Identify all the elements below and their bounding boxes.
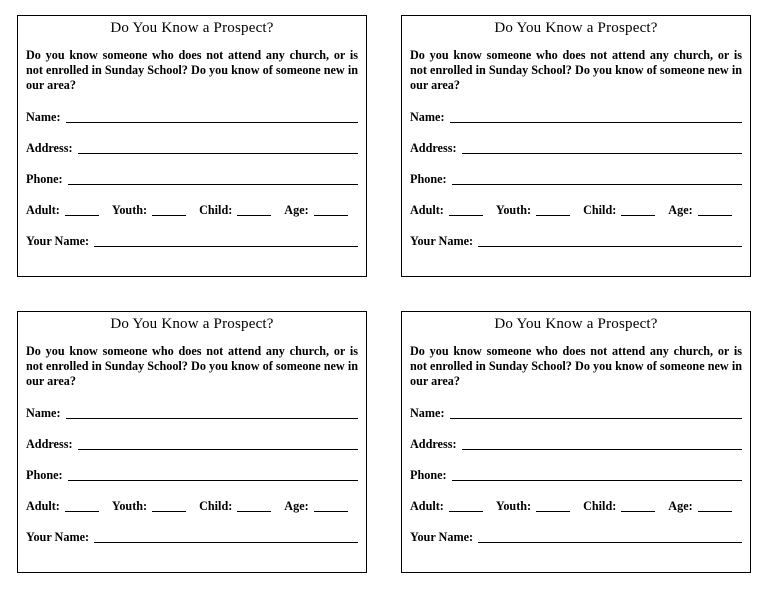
address-field-row [410, 421, 742, 452]
address-label: Address: [410, 141, 457, 155]
phone-label: Phone: [26, 172, 63, 186]
name-field-row [26, 94, 358, 125]
child-blank-line[interactable] [237, 215, 271, 216]
card-intro-text: Do you know someone who does not attend any church, or is not enrolled in Sunday School? Do you know of someone new in our area? [26, 344, 358, 388]
phone-label: Phone: [410, 468, 447, 482]
prospect-card-top-left [17, 15, 367, 277]
youth-label: Youth: [495, 203, 532, 217]
child-label: Child: [583, 203, 617, 217]
name-field-row [410, 94, 742, 125]
card-title: Do You Know a Prospect? [110, 316, 274, 332]
youth-label: Youth: [111, 499, 148, 513]
age-label: Age: [668, 203, 693, 217]
card-intro-text: Do you know someone who does not attend any church, or is not enrolled in Sunday School? Do you know of someone new in our area? [410, 344, 742, 388]
your-name-label: Your Name: [410, 234, 474, 248]
address-blank-line[interactable] [462, 153, 742, 154]
youth-blank-line[interactable] [152, 215, 186, 216]
category-field-row [410, 187, 742, 218]
address-blank-line[interactable] [462, 449, 742, 450]
your-name-blank-line[interactable] [478, 246, 742, 247]
category-field-row [26, 483, 358, 514]
age-blank-line[interactable] [698, 511, 732, 512]
name-blank-line[interactable] [450, 418, 742, 419]
name-blank-line[interactable] [450, 122, 742, 123]
adult-blank-line[interactable] [449, 215, 483, 216]
phone-field-row [26, 156, 358, 187]
card-intro-text: Do you know someone who does not attend any church, or is not enrolled in Sunday School? Do you know of someone new in our area? [410, 48, 742, 92]
prospect-card-top-right [401, 15, 751, 277]
age-blank-line[interactable] [314, 511, 348, 512]
youth-label: Youth: [111, 203, 148, 217]
youth-blank-line[interactable] [536, 511, 570, 512]
your-name-blank-line[interactable] [94, 542, 358, 543]
phone-field-row [410, 156, 742, 187]
your-name-blank-line[interactable] [94, 246, 358, 247]
youth-blank-line[interactable] [536, 215, 570, 216]
your-name-label: Your Name: [26, 234, 90, 248]
name-label: Name: [26, 406, 61, 420]
phone-label: Phone: [410, 172, 447, 186]
prospect-card-bottom-left [17, 311, 367, 573]
card-title: Do You Know a Prospect? [494, 316, 658, 332]
category-field-row [26, 187, 358, 218]
your-name-blank-line[interactable] [478, 542, 742, 543]
your-name-label: Your Name: [410, 530, 474, 544]
child-blank-line[interactable] [621, 215, 655, 216]
address-blank-line[interactable] [78, 153, 358, 154]
adult-blank-line[interactable] [65, 511, 99, 512]
age-label: Age: [284, 499, 309, 513]
your-name-label: Your Name: [26, 530, 90, 544]
adult-blank-line[interactable] [65, 215, 99, 216]
phone-label: Phone: [26, 468, 63, 482]
phone-blank-line[interactable] [68, 480, 358, 481]
address-label: Address: [26, 141, 73, 155]
child-blank-line[interactable] [621, 511, 655, 512]
your-name-field-row [410, 514, 742, 545]
card-title: Do You Know a Prospect? [494, 20, 658, 36]
name-label: Name: [410, 406, 445, 420]
adult-label: Adult: [410, 203, 444, 217]
youth-label: Youth: [495, 499, 532, 513]
phone-field-row [26, 452, 358, 483]
name-blank-line[interactable] [66, 122, 358, 123]
address-field-row [410, 125, 742, 156]
age-label: Age: [668, 499, 693, 513]
address-label: Address: [410, 437, 457, 451]
card-intro-text: Do you know someone who does not attend any church, or is not enrolled in Sunday School? Do you know of someone new in our area? [26, 48, 358, 92]
adult-label: Adult: [410, 499, 444, 513]
your-name-field-row [26, 514, 358, 545]
name-label: Name: [26, 110, 61, 124]
card-title: Do You Know a Prospect? [110, 20, 274, 36]
age-blank-line[interactable] [314, 215, 348, 216]
name-field-row [26, 390, 358, 421]
prospect-card-bottom-right [401, 311, 751, 573]
your-name-field-row [410, 218, 742, 249]
name-label: Name: [410, 110, 445, 124]
phone-blank-line[interactable] [452, 480, 742, 481]
your-name-field-row [26, 218, 358, 249]
age-blank-line[interactable] [698, 215, 732, 216]
name-field-row [410, 390, 742, 421]
adult-label: Adult: [26, 203, 60, 217]
adult-label: Adult: [26, 499, 60, 513]
phone-blank-line[interactable] [68, 184, 358, 185]
address-field-row [26, 125, 358, 156]
child-label: Child: [583, 499, 617, 513]
youth-blank-line[interactable] [152, 511, 186, 512]
child-label: Child: [199, 499, 233, 513]
address-blank-line[interactable] [78, 449, 358, 450]
address-label: Address: [26, 437, 73, 451]
name-blank-line[interactable] [66, 418, 358, 419]
category-field-row [410, 483, 742, 514]
adult-blank-line[interactable] [449, 511, 483, 512]
address-field-row [26, 421, 358, 452]
age-label: Age: [284, 203, 309, 217]
phone-blank-line[interactable] [452, 184, 742, 185]
child-label: Child: [199, 203, 233, 217]
child-blank-line[interactable] [237, 511, 271, 512]
phone-field-row [410, 452, 742, 483]
